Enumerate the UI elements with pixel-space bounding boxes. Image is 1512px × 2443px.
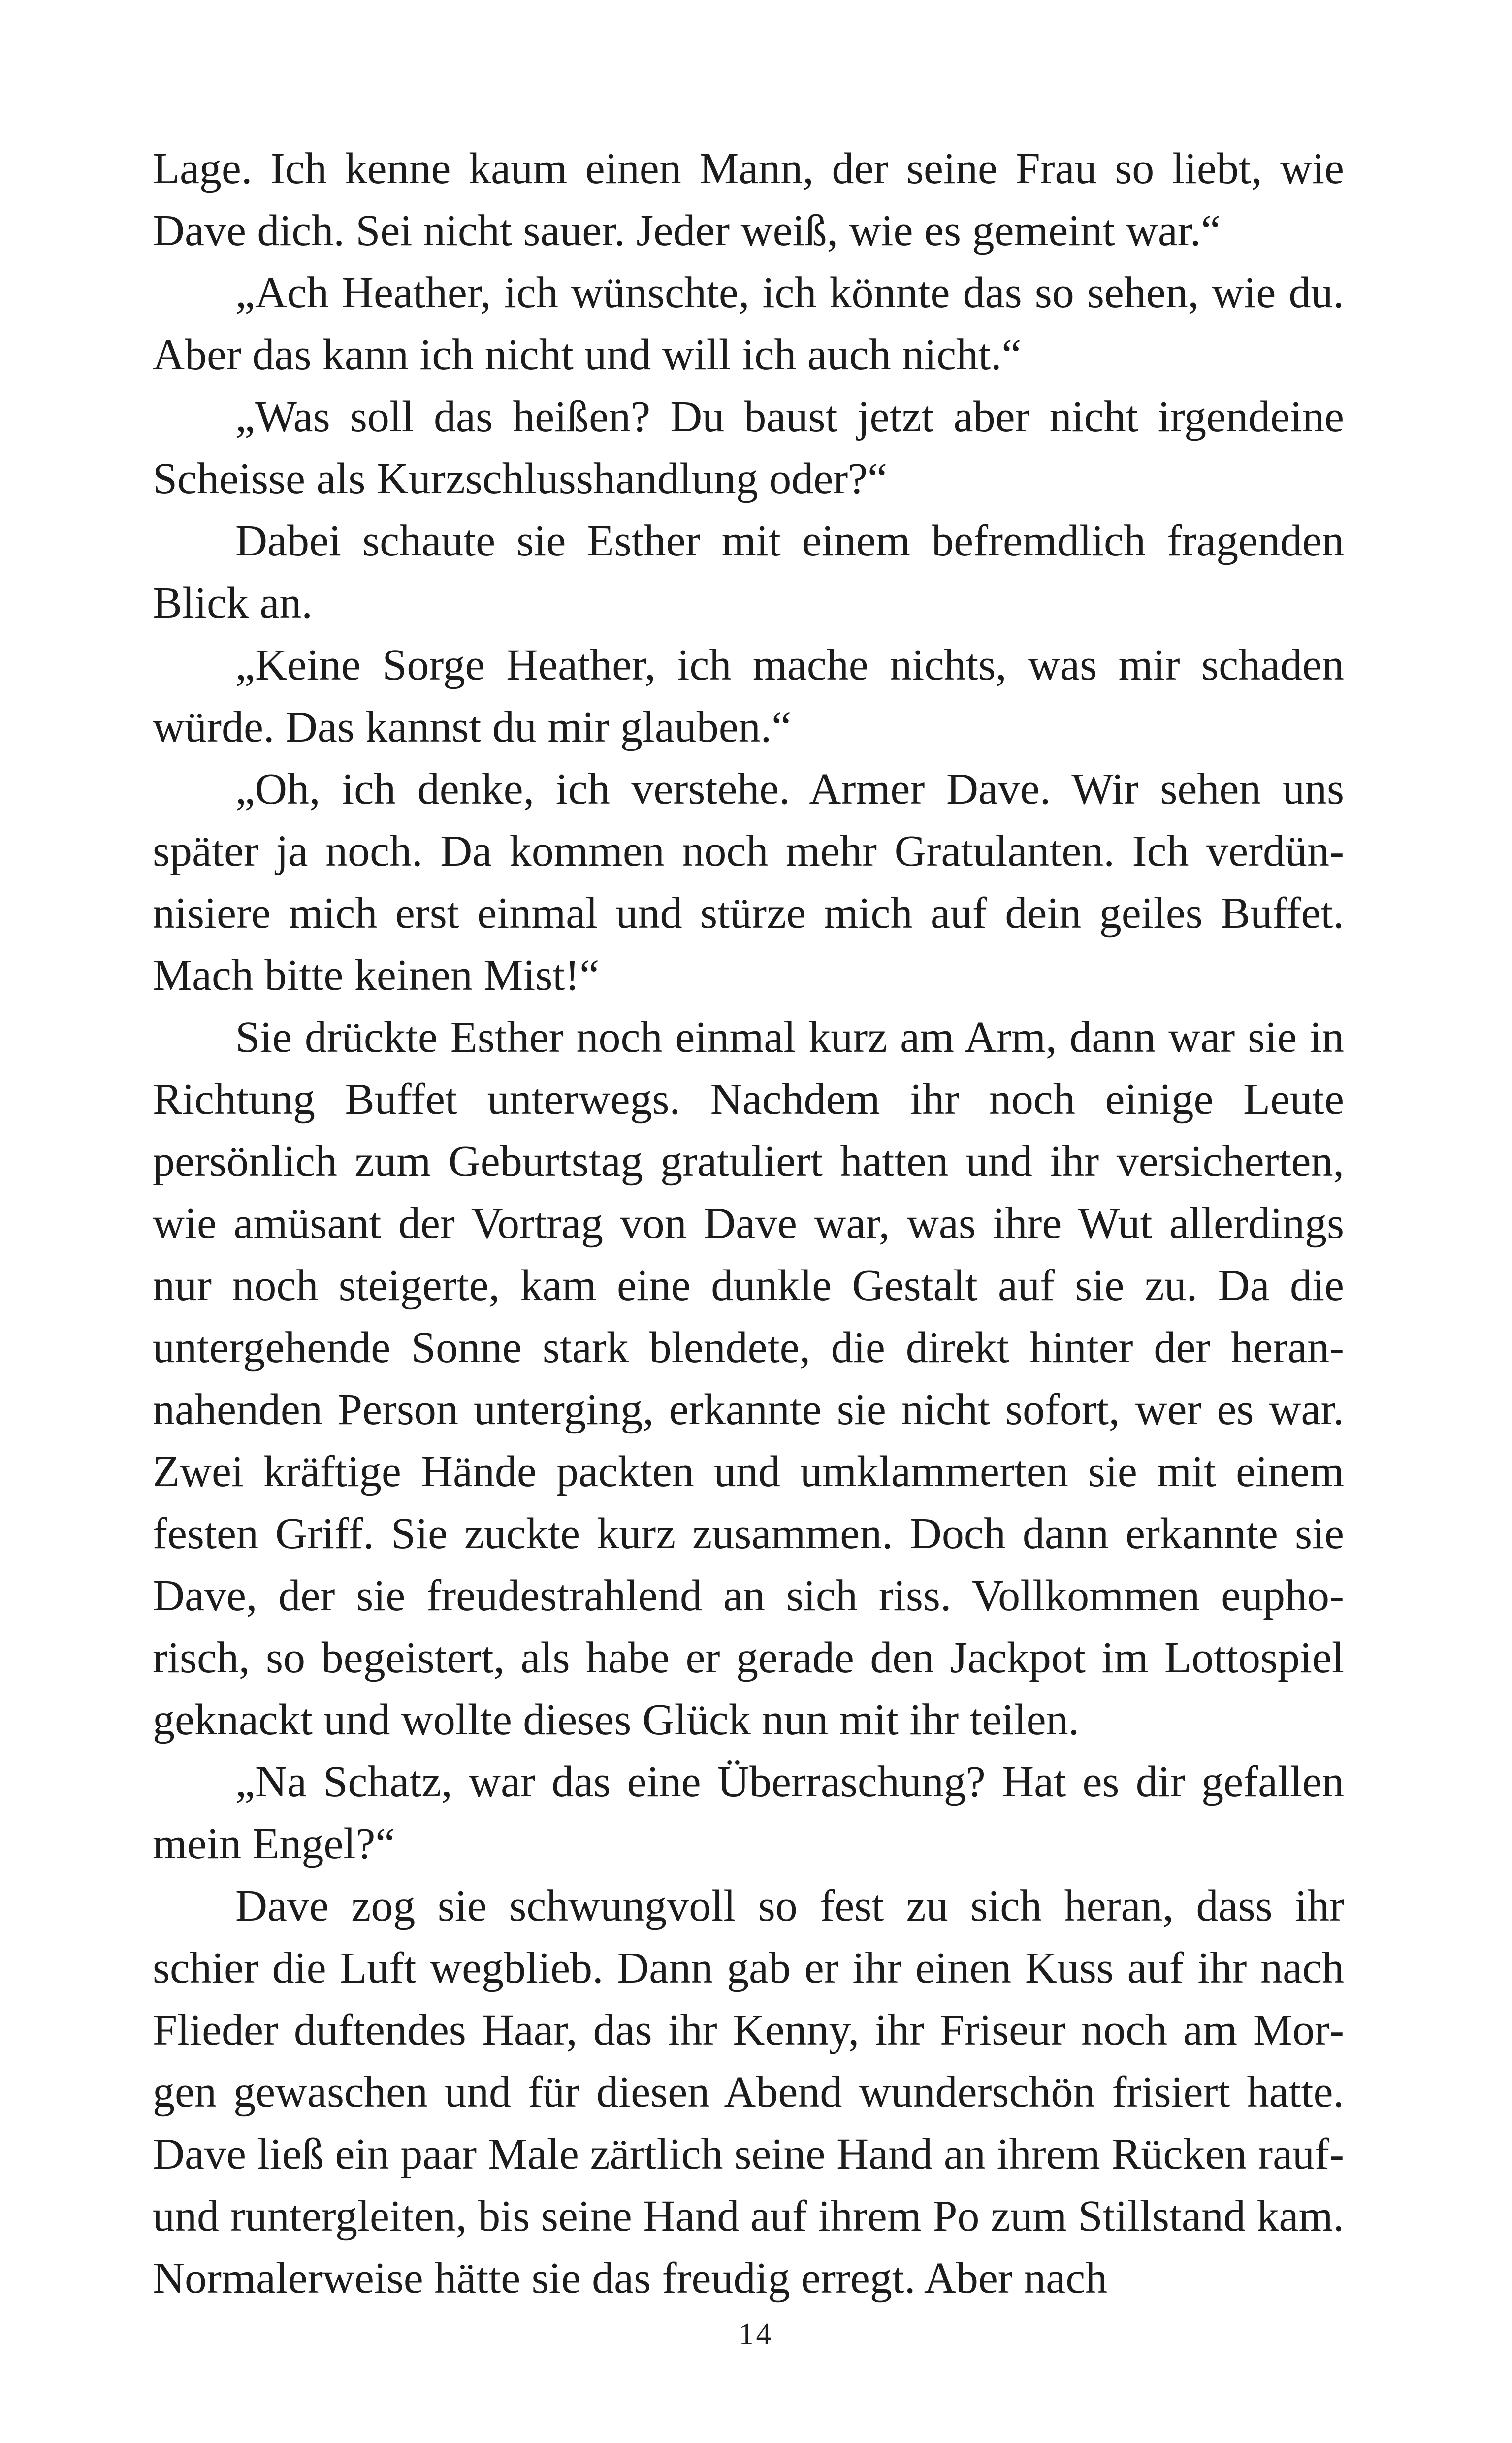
- paragraph: Dave zog sie schwungvoll so fest zu sich heran, dass ihr schier die Luft wegblieb. Dann gab er ihr einen Kuss auf ihr nach Flieder duftendes Haar, das ihr Kenny, ihr Friseur noch am Morgen gewaschen und für diesen Abend wunderschön frisiert hatte. Dave ließ ein paar Male zärtlich seine Hand an ihrem Rücken rauf- und runtergleiten, bis seine Hand auf ihrem Po zum Stillstand kam. Normalerweise hätte sie das freudig erregt. Aber nach: [153, 1882, 1344, 2303]
- paragraph: „Oh, ich denke, ich verstehe. Armer Dave. Wir sehen uns später ja noch. Da kommen noch mehr Gratulanten. Ich verdünnisiere mich erst einmal und stürze mich auf dein geiles Buffet. Mach bitte keinen Mist!“: [153, 765, 1344, 1000]
- paragraph: Dabei schaute sie Esther mit einem befremdlich fragenden Blick an.: [153, 517, 1344, 627]
- body-text: [153, 138, 1344, 2310]
- paragraph: „Keine Sorge Heather, ich mache nichts, was mir schaden würde. Das kannst du mir glauben.“: [153, 641, 1344, 751]
- paragraph: „Na Schatz, war das eine Überraschung? Hat es dir gefallen mein Engel?“: [153, 1758, 1344, 1868]
- paragraph: Sie drückte Esther noch einmal kurz am Arm, dann war sie in Richtung Buffet unterwegs. Nachdem ihr noch einige Leute persönlich zum Geburtstag gratuliert hatten und ihr versicherten, wie amüsant der Vortrag von Dave war, was ihre Wut allerdings nur noch steigerte, kam eine dunkle Gestalt auf sie zu. Da die untergehende Sonne stark blendete, die direkt hinter der herannahenden Person unterging, erkannte sie nicht sofort, wer es war. Zwei kräftige Hände packten und umklammerten sie mit einem festen Griff. Sie zuckte kurz zusammen. Doch dann erkannte sie Dave, der sie freudestrahlend an sich riss. Vollkommen euphorisch, so begeistert, als habe er gerade den Jackpot im Lottospiel geknackt und wollte dieses Glück nun mit ihr teilen.: [153, 1013, 1344, 1744]
- paragraph: „Ach Heather, ich wünschte, ich könnte das so sehen, wie du. Aber das kann ich nicht und will ich auch nicht.“: [153, 268, 1344, 379]
- paragraph: „Was soll das heißen? Du baust jetzt aber nicht irgendeine Scheisse als Kurzschlusshandlung oder?“: [153, 392, 1344, 503]
- page-number: 14: [739, 2317, 773, 2351]
- paragraph: Lage. Ich kenne kaum einen Mann, der seine Frau so liebt, wie Dave dich. Sei nicht sauer. Jeder weiß, wie es gemeint war.“: [153, 144, 1344, 255]
